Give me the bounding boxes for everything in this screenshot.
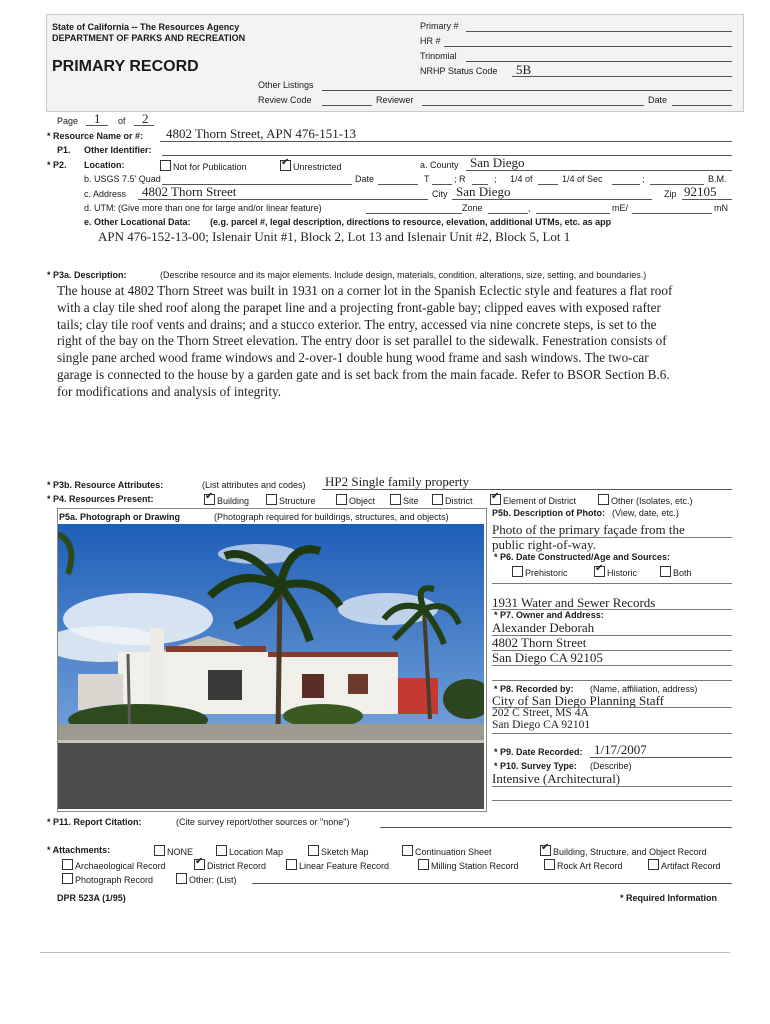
other-listings-label: Other Listings (258, 80, 314, 90)
page-total-line (134, 125, 154, 126)
p6-spacer-line (492, 583, 732, 584)
page-label: Page (57, 116, 79, 126)
attach-continuation-option[interactable] (402, 845, 492, 857)
zone-label: Zone (462, 203, 483, 213)
city-field[interactable] (452, 199, 652, 200)
other-isolates-checkbox[interactable] (598, 494, 609, 505)
description-line: single pane arched wood frame windows and 2-over-1 double hung wood frame and sash windows. The two-car (57, 350, 649, 366)
attach-photograph-text: Photograph Record (75, 875, 154, 885)
section-separator: ; (642, 174, 645, 184)
owner-name: Alexander Deborah (492, 620, 595, 635)
resource-attributes-value: HP2 Single family property (325, 474, 470, 489)
recorder-address-field[interactable] (492, 733, 732, 734)
date-recorded-field[interactable] (590, 757, 732, 758)
p5b-note: (View, date, etc.) (612, 508, 679, 518)
northing-field[interactable] (632, 213, 712, 214)
description-line: right of the bay on the Thorn Street elevation. The entry door is set parallel to the sidewalk. Fenestration consists of (57, 333, 667, 349)
date-recorded-value: 1/17/2007 (594, 742, 647, 757)
primary-number-field[interactable] (466, 31, 732, 32)
utm-note: (Give more than one for large and/or linear feature) (118, 203, 322, 213)
unrestricted-option[interactable] (280, 160, 342, 172)
page-number-line (86, 125, 108, 126)
recorder-street: 202 C Street, MS 4A (492, 707, 589, 719)
county-label: a. County (420, 160, 459, 170)
district-option[interactable] (432, 494, 473, 506)
page-bottom-rule (40, 952, 730, 953)
department-line: DEPARTMENT OF PARKS AND RECREATION (52, 33, 246, 43)
p11-label: * P11. Report Citation: (47, 817, 142, 827)
trinomial-field[interactable] (466, 61, 732, 62)
city-value: San Diego (456, 184, 511, 199)
p5a-note: (Photograph required for buildings, structures, and objects) (214, 512, 449, 522)
site-text: Site (403, 496, 419, 506)
county-value: San Diego (470, 155, 525, 170)
district-checkbox[interactable] (432, 494, 443, 505)
owner-city-field[interactable] (492, 665, 732, 666)
resource-name-field[interactable] (160, 141, 732, 142)
quarter-of-label: 1/4 of (510, 174, 533, 184)
zip-field[interactable] (682, 199, 732, 200)
review-code-label: Review Code (258, 95, 312, 105)
description-line: The house at 4802 Thorn Street was built in 1931 on a corner lot in the Spanish Eclectic style and features a flat roof (57, 283, 673, 298)
survey-type-field[interactable] (492, 786, 732, 787)
both-text: Both (673, 568, 692, 578)
township-field[interactable] (432, 184, 452, 185)
nrhp-status-value: 5B (516, 62, 532, 77)
description-text (57, 283, 727, 401)
hr-number-label: HR # (420, 36, 441, 46)
building-option[interactable] (204, 494, 249, 506)
survey-type-extra-field[interactable] (492, 800, 732, 801)
attach-archaeological-text: Archaeological Record (75, 861, 166, 871)
review-date-field[interactable] (672, 105, 732, 106)
reviewer-label: Reviewer (376, 95, 414, 105)
owner-city: San Diego CA 92105 (492, 650, 603, 665)
building-checkbox[interactable] (204, 494, 215, 505)
attach-location-map-text: Location Map (229, 847, 284, 857)
attach-continuation-checkbox[interactable] (402, 845, 413, 856)
section-field[interactable] (612, 184, 640, 185)
survey-type-value: Intensive (Architectural) (492, 771, 621, 786)
attach-other-checkbox[interactable] (176, 873, 187, 884)
easting-field[interactable] (536, 213, 610, 214)
attach-rock-art-checkbox[interactable] (544, 859, 555, 870)
page-number: 1 (94, 111, 101, 126)
historic-text: Historic (607, 568, 638, 578)
object-option[interactable] (336, 494, 375, 506)
reviewer-field[interactable] (422, 105, 644, 106)
prehistoric-text: Prehistoric (525, 568, 568, 578)
range-label: ; R (454, 174, 466, 184)
prehistoric-checkbox[interactable] (512, 566, 523, 577)
historic-option[interactable] (594, 566, 637, 578)
attach-bso-option[interactable] (540, 845, 707, 857)
description-line: tails; clay tile roof vents and drains; and a stucco exterior. The entry, accessed via nine concrete steps, is set to the (57, 316, 657, 332)
required-info-note: * Required Information (620, 893, 718, 903)
p6-label: * P6. Date Constructed/Age and Sources: (494, 552, 671, 562)
building-text: Building (217, 496, 250, 506)
p4-label: * P4. Resources Present: (47, 494, 154, 504)
both-checkbox[interactable] (660, 566, 671, 577)
zone-field[interactable] (488, 213, 528, 214)
historic-checkbox[interactable] (594, 566, 605, 577)
attach-sketch-map-checkbox[interactable] (308, 845, 319, 856)
not-for-publication-checkbox[interactable] (160, 160, 171, 171)
attach-artifact-text: Artifact Record (661, 861, 721, 871)
zone-separator: , (528, 203, 531, 213)
photo-description-line-1: Photo of the primary façade from the (492, 522, 685, 537)
both-option[interactable] (660, 566, 692, 578)
unrestricted-text: Unrestricted (293, 162, 342, 172)
township-label: T (424, 174, 430, 184)
p1-label: P1. (57, 145, 71, 155)
attach-milling-checkbox[interactable] (418, 859, 429, 870)
review-date-label: Date (648, 95, 668, 105)
agency-line: State of California -- The Resources Agency (52, 22, 240, 32)
structure-text: Structure (279, 496, 316, 506)
page-of-label: of (118, 116, 126, 126)
element-of-district-checkbox[interactable] (490, 494, 501, 505)
form-number: DPR 523A (1/95) (57, 893, 126, 903)
quad-date-field[interactable] (378, 184, 418, 185)
resource-name-value: 4802 Thorn Street, APN 476-151-13 (166, 126, 357, 141)
recorder-city: San Diego CA 92101 (492, 719, 591, 731)
p7-label: * P7. Owner and Address: (494, 610, 604, 620)
p5b-label: P5b. Description of Photo: (492, 508, 606, 518)
p10-label: * P10. Survey Type: (494, 761, 577, 771)
city-label: City (432, 189, 448, 199)
attach-bso-text: Building, Structure, and Object Record (553, 847, 707, 857)
not-for-publication-option[interactable] (160, 160, 247, 172)
attach-other-field[interactable] (252, 883, 732, 884)
description-line: for modifications and analysis of integrity. (57, 383, 282, 399)
other-locational-value: APN 476-152-13-00; Islenair Unit #1, Block 2, Lot 13 and Islenair Unit #2, Block 5, Lot 1 (98, 229, 571, 244)
attach-milling-text: Milling Station Record (431, 861, 519, 871)
other-locational-label: e. Other Locational Data: (84, 217, 191, 227)
bm-label: B.M. (708, 174, 727, 184)
review-code-field[interactable] (322, 105, 372, 106)
p11-note: (Cite survey report/other sources or "none") (176, 817, 350, 827)
attachments-label: * Attachments: (47, 845, 111, 855)
p8-note: (Name, affiliation, address) (590, 684, 698, 694)
attach-photograph-option[interactable] (62, 873, 153, 885)
resource-name-label: * Resource Name or #: (47, 131, 144, 141)
other-isolates-option[interactable] (598, 494, 693, 506)
resource-attributes-field[interactable] (322, 489, 732, 490)
attach-artifact-checkbox[interactable] (648, 859, 659, 870)
other-identifier-field[interactable] (162, 155, 732, 156)
p9-label: * P9. Date Recorded: (494, 747, 583, 757)
attach-other-text: Other: (List) (189, 875, 237, 885)
attach-location-map-checkbox[interactable] (216, 845, 227, 856)
p3b-label: * P3b. Resource Attributes: (47, 480, 164, 490)
utm-label: d. UTM: (84, 203, 117, 213)
other-isolates-text: Other (Isolates, etc.) (611, 496, 693, 506)
attach-rock-art-option[interactable] (544, 859, 623, 871)
quarter-sec-label: 1/4 of Sec (562, 174, 603, 184)
address-value: 4802 Thorn Street (142, 184, 237, 199)
element-of-district-text: Element of District (503, 496, 577, 506)
quad-date-label: Date (355, 174, 375, 184)
recorder-name: City of San Diego Planning Staff (492, 693, 665, 708)
structure-option[interactable] (266, 494, 316, 506)
attach-bso-checkbox[interactable] (540, 845, 551, 856)
attach-continuation-text: Continuation Sheet (415, 847, 492, 857)
attach-archaeological-checkbox[interactable] (62, 859, 73, 870)
element-of-district-option[interactable] (490, 494, 576, 506)
unrestricted-checkbox[interactable] (280, 160, 291, 171)
range-separator: ; (494, 174, 497, 184)
quarter-of-field[interactable] (538, 184, 558, 185)
primary-number-label: Primary # (420, 21, 459, 31)
easting-label: mE/ (612, 203, 629, 213)
county-field[interactable] (466, 170, 732, 171)
p8-label: * P8. Recorded by: (494, 684, 574, 694)
attach-location-map-option[interactable] (216, 845, 283, 857)
address-field[interactable] (138, 199, 428, 200)
object-text: Object (349, 496, 376, 506)
other-locational-note: (e.g. parcel #, legal description, directions to resource, elevation, additional UTMs, etc. as app (210, 217, 612, 227)
owner-street: 4802 Thorn Street (492, 635, 587, 650)
other-listings-field[interactable] (322, 90, 732, 91)
attach-linear-checkbox[interactable] (286, 859, 297, 870)
northing-label: mN (714, 203, 728, 213)
nrhp-status-field[interactable] (512, 76, 732, 77)
location-label: Location: (84, 160, 125, 170)
not-for-publication-text: Not for Publication (173, 162, 247, 172)
photo-description-line-2: public right-of-way. (492, 537, 596, 552)
address-label: c. Address (84, 189, 127, 199)
object-checkbox[interactable] (336, 494, 347, 505)
p3a-label: * P3a. Description: (47, 270, 127, 280)
prehistoric-option[interactable] (512, 566, 568, 578)
attach-other-option[interactable] (176, 873, 237, 885)
site-checkbox[interactable] (390, 494, 401, 505)
p3b-note: (List attributes and codes) (202, 480, 306, 490)
trinomial-label: Trinomial (420, 51, 457, 61)
zip-value: 92105 (684, 184, 717, 199)
house-photograph (58, 524, 484, 809)
attach-milling-option[interactable] (418, 859, 519, 871)
description-line: with a clay tile shed roof along the parapet line and a projecting front-gable bay; clipped eaves with exposed rafter (57, 299, 661, 315)
attach-district-checkbox[interactable] (194, 859, 205, 870)
attach-photograph-checkbox[interactable] (62, 873, 73, 884)
attach-sketch-map-text: Sketch Map (321, 847, 369, 857)
p5a-label: P5a. Photograph or Drawing (59, 512, 181, 522)
attach-district-option[interactable] (194, 859, 266, 871)
attach-none-option[interactable] (154, 845, 193, 857)
usgs-quad-label: b. USGS 7.5' Quad (84, 174, 161, 184)
report-citation-field[interactable] (380, 827, 732, 828)
attach-none-text: NONE (167, 847, 194, 857)
p3a-note: (Describe resource and its major elements. Include design, materials, condition, alterations, size, setting, and boundaries.) (160, 270, 647, 280)
page-total: 2 (142, 111, 149, 126)
hr-number-field[interactable] (444, 46, 732, 47)
nrhp-status-label: NRHP Status Code (420, 66, 498, 76)
attach-linear-option[interactable] (286, 859, 389, 871)
zip-label: Zip (664, 189, 677, 199)
attach-none-checkbox[interactable] (154, 845, 165, 856)
attach-artifact-option[interactable] (648, 859, 721, 871)
attach-rock-art-text: Rock Art Record (557, 861, 623, 871)
p10-note: (Describe) (590, 761, 632, 771)
attach-archaeological-option[interactable] (62, 859, 166, 871)
attach-linear-text: Linear Feature Record (299, 861, 390, 871)
district-text: District (445, 496, 473, 506)
description-line: garage is connected to the house by a garden gate and is set back from the main facade. Refer to BSOR Section B.6. (57, 366, 670, 382)
utm-spacer-line (366, 213, 462, 214)
form-title: PRIMARY RECORD (52, 58, 199, 75)
attach-sketch-map-option[interactable] (308, 845, 369, 857)
owner-extra-field[interactable] (492, 680, 732, 681)
date-constructed-value: 1931 Water and Sewer Records (492, 595, 656, 610)
p1-text: Other Identifier: (84, 145, 152, 155)
p2-label: * P2. (47, 160, 67, 170)
structure-checkbox[interactable] (266, 494, 277, 505)
attach-district-text: District Record (207, 861, 267, 871)
site-option[interactable] (390, 494, 419, 506)
